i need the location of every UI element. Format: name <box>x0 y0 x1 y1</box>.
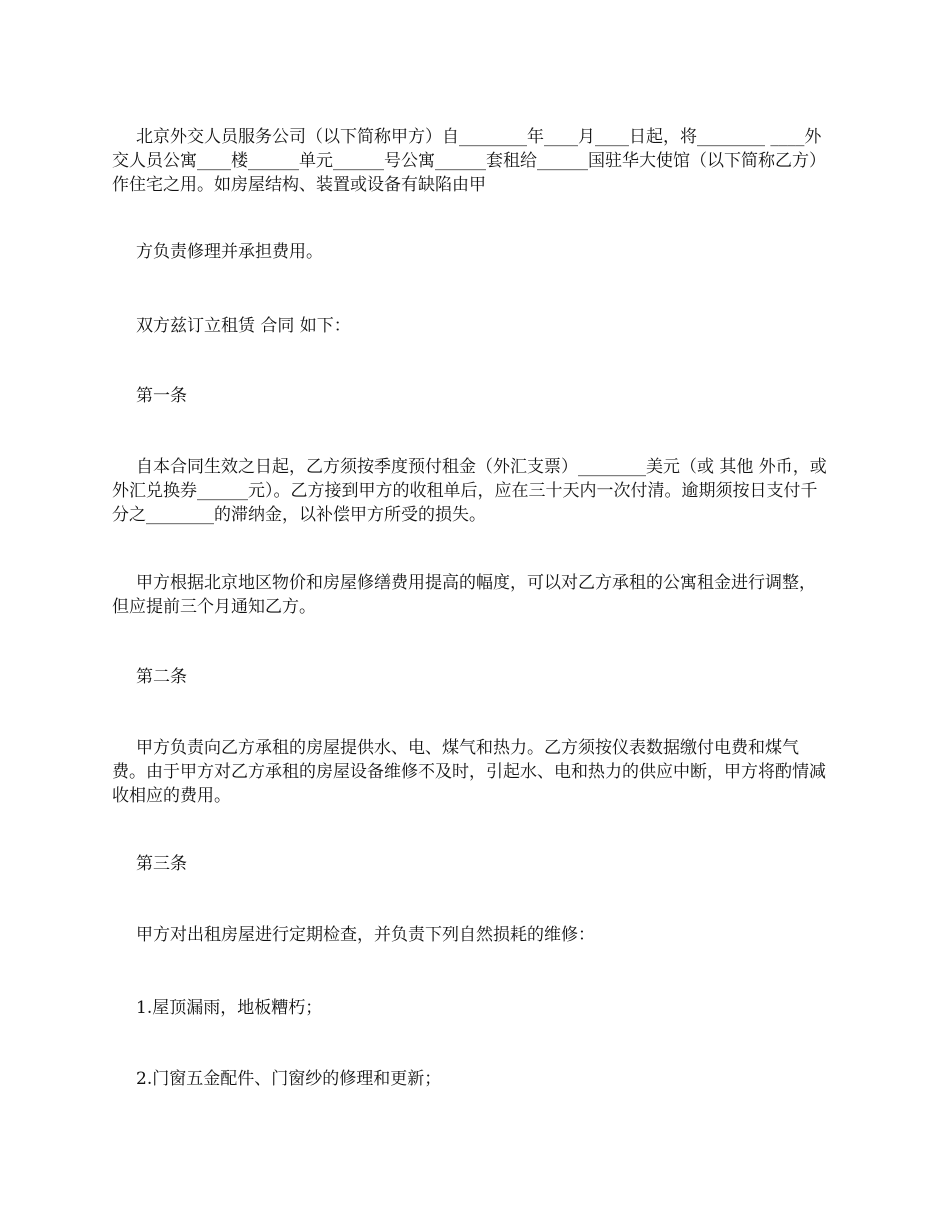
heading-article-1: 第一条 <box>136 386 187 406</box>
paragraph-inspection: 甲方对出租房屋进行定期检查，并负责下列自然损耗的维修： <box>136 925 595 945</box>
paragraph-rent-adjustment: 甲方根据北京地区物价和房屋修缮费用提高的幅度，可以对乙方承租的公寓租金进行调整，但应提前三个月通知乙方。 <box>112 573 816 617</box>
paragraph-intro: 北京外交人员服务公司（以下简称甲方）自________年____月____日起，将________ ____外交人员公寓____楼______单元______号公寓______套租给______国驻华大使馆（以下简称乙方）作住宅之用。如房屋结构、装置或设备有缺陷由甲 <box>112 127 826 195</box>
paragraph-utilities: 甲方负责向乙方承租的房屋提供水、电、煤气和热力。乙方须按仪表数据缴付电费和煤气费。由于甲方对乙方承租的房屋设备维修不及时，引起水、电和热力的供应中断，甲方将酌情减收相应的费用。 <box>112 738 826 806</box>
paragraph-rent-payment: 自本合同生效之日起，乙方须按季度预付租金（外汇支票）________美元（或 其他 外币，或外汇兑换券______元）。乙方接到甲方的收租单后，应在三十天内一次付清。逾期须按日支付千分之________的滞纳金，以补偿甲方所受的损失。 <box>112 457 827 525</box>
list-item-windows: 2.门窗五金配件、门窗纱的修理和更新； <box>136 1069 442 1089</box>
heading-article-2: 第二条 <box>136 667 187 687</box>
heading-article-3: 第三条 <box>136 854 187 874</box>
paragraph-repair-cost: 方负责修理并承担费用。 <box>136 242 323 262</box>
paragraph-agreement: 双方兹订立租赁 合同 如下： <box>136 316 351 336</box>
list-item-roof: 1.屋顶漏雨，地板糟朽； <box>136 998 323 1018</box>
